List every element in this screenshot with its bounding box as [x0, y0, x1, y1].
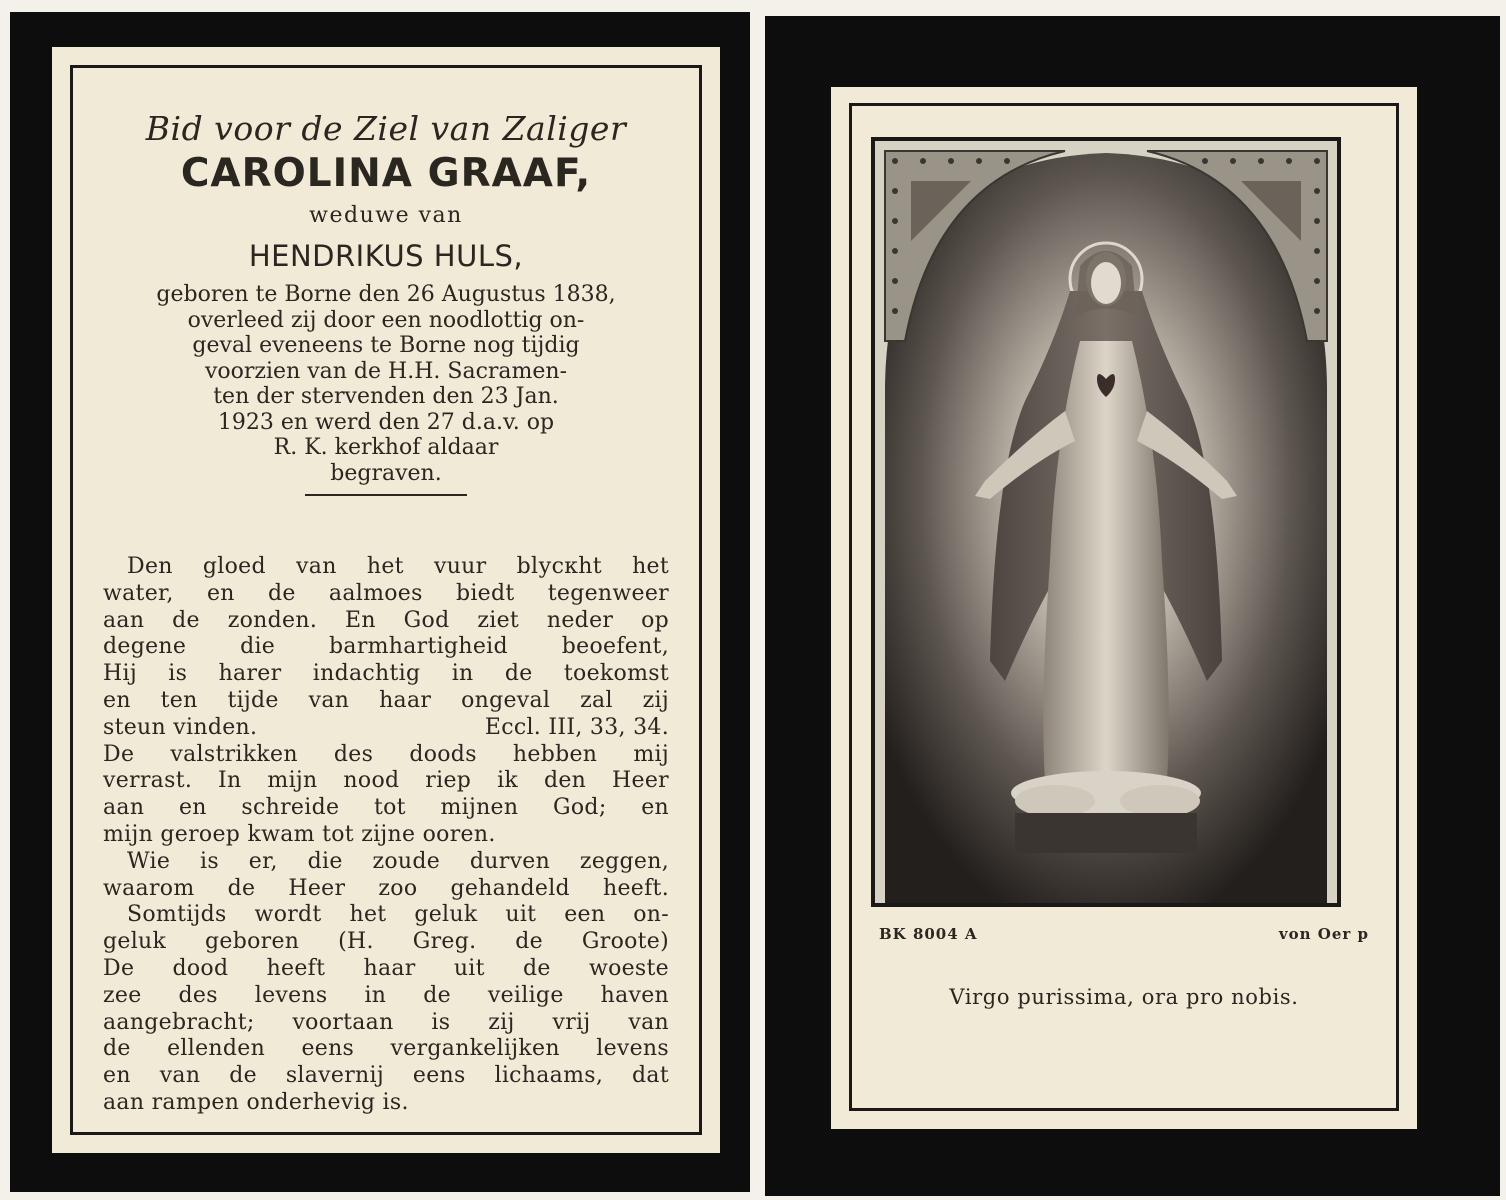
left-card-paper — [52, 47, 720, 1153]
bio-line: geboren te Borne den 26 Augustus 1838, — [156, 282, 616, 307]
prayer-line: geluk geboren (H. Greg. de Groote) — [103, 929, 669, 955]
bio-line: 1923 en werd den 27 d.a.v. op — [217, 409, 555, 435]
pedestal — [1015, 813, 1197, 853]
prayer-line: Somtijds wordt het geluk uit een on- — [127, 902, 669, 928]
image-caption-row — [879, 925, 1369, 943]
face — [1091, 262, 1121, 304]
widow-of: weduwe van — [309, 203, 463, 228]
divider-rule — [305, 494, 467, 496]
citation-text: steun vinden. — [103, 714, 258, 740]
prayer-line: Den gloed van het vuur blускht het — [127, 554, 669, 579]
bio-line: voorzien van de H.H. Sacramen- — [204, 358, 568, 384]
deceased-name: CAROLINA GRAAF, — [180, 151, 592, 196]
prayer-line: aan en schreide tot mijnen God; en — [103, 795, 669, 821]
left-card — [10, 12, 750, 1192]
prayer-text — [103, 554, 669, 1117]
latin-invocation: Virgo purissima, ora pro nobis. — [949, 985, 1299, 1009]
spouse-name: HENDRIKUS HULS, — [248, 239, 524, 273]
bio-line: begraven. — [330, 460, 442, 486]
invocation: Bid voor de Ziel van Zaliger — [145, 109, 627, 148]
prayer-line: de ellenden eens vergankelijken levens — [103, 1036, 669, 1062]
right-card-paper — [831, 87, 1417, 1129]
prayer-line: aangebracht; voortaan is zij vrij van — [103, 1009, 669, 1035]
citation-line — [103, 715, 669, 742]
madonna-illustration — [875, 141, 1337, 903]
prayer-line: waarom de Heer zoo gehandeld heeft. — [103, 875, 669, 901]
bio-line: overleed zij door een noodlottig on- — [187, 307, 585, 333]
left-card-inner-frame — [70, 65, 702, 1135]
madonna-picture — [871, 137, 1341, 907]
prayer-line: De valstrikken des doods hebben mij — [103, 741, 669, 767]
prayer-line: De dood heeft haar uit de woeste — [103, 955, 669, 981]
prayer-line: Hij is harer indachtig in de toekomst — [103, 661, 669, 687]
prayer-line: aan de zonden. En God ziet neder op — [103, 607, 669, 633]
bio-line: ten der stervenden den 23 Jan. — [213, 384, 559, 409]
cloud — [1015, 785, 1095, 817]
prayer-line: zee des levens in de veilige haven — [103, 982, 669, 1008]
artist-credit: von Oer p — [1278, 925, 1369, 943]
prayer-line: Wie is er, die zoude durven zeggen, — [127, 848, 669, 874]
bio-line: geval eveneens te Borne nog tijdig — [192, 333, 580, 358]
prayer-line: en van de slavernij eens lichaams, dat — [103, 1063, 669, 1089]
prayer-line: water, en de aalmoes biedt tegenweer — [103, 580, 669, 606]
prayer-line: en ten tijde van haar ongeval zal zij — [103, 687, 669, 713]
citation-reference: Eccl. III, 33, 34. — [484, 714, 669, 740]
right-card — [765, 16, 1500, 1196]
bio-line: R. K. kerkhof aldaar — [273, 435, 499, 460]
prayer-line: verrast. In mijn nood riep ik den Heer — [103, 768, 669, 794]
image-code: BK 8004 A — [879, 925, 978, 943]
prayer-line: mijn geroep kwam tot zijne ooren. — [103, 821, 496, 847]
header-block — [81, 108, 691, 496]
cloud — [1120, 785, 1200, 817]
prayer-line: degene die barmhartigheid beoefent, — [103, 634, 669, 660]
prayer-line: aan rampen onderhevig is. — [103, 1089, 409, 1115]
